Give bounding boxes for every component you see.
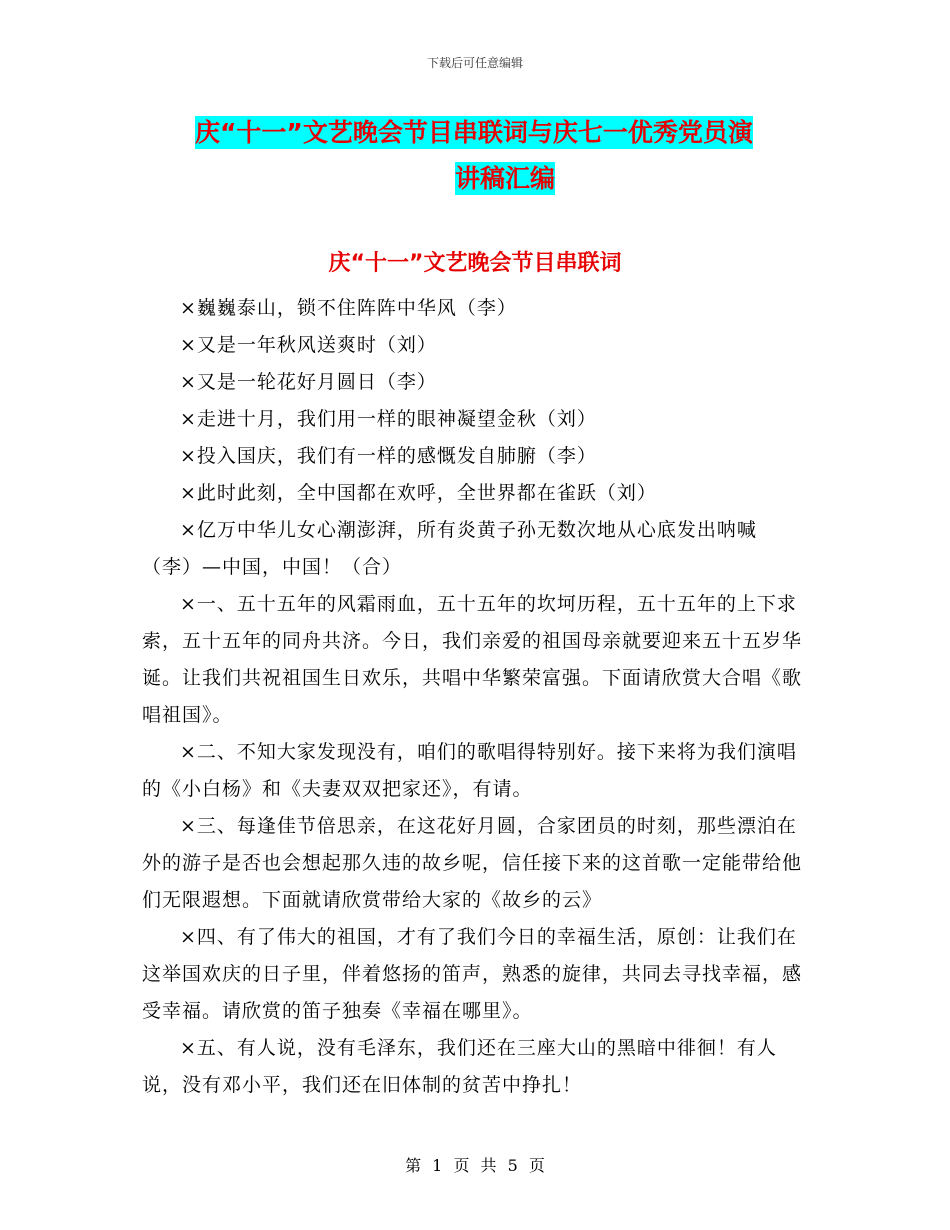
paragraph: ×此时此刻，全中国都在欢呼，全世界都在雀跃（刘） xyxy=(180,482,657,504)
document-title xyxy=(195,110,815,202)
body-text xyxy=(142,290,802,1104)
page-header: 下载后可任意编辑 xyxy=(426,56,523,70)
paragraph: ×四、有了伟大的祖国，才有了我们今日的幸福生活，原创：让我们在这举国欢庆的日子里，伴着悠扬的笛声，熟悉的旋律，共同去寻找幸福，感受幸福。请欣赏的笛子独奏《幸福在哪里》。 xyxy=(142,926,803,1022)
paragraph: ×走进十月，我们用一样的眼神凝望金秋（刘） xyxy=(180,408,597,430)
paragraph: ×三、每逢佳节倍思亲，在这花好月圆，合家团员的时刻，那些漂泊在外的游子是否也会想起那久违的故乡呢，信任接下来的这首歌一定能带给他们无限遐想。下面就请欣赏带给大家的《故乡的云》 xyxy=(142,815,803,911)
section-title: 庆“十一”文艺晚会节目串联词 xyxy=(328,251,622,276)
paragraph: ×又是一年秋风送爽时（刘） xyxy=(180,334,437,356)
paragraph: ×二、不知大家发现没有，咱们的歌唱得特别好。接下来将为我们演唱的《小白杨》和《夫妻双双把家还》，有请。 xyxy=(142,741,797,800)
paragraph: ×五、有人说，没有毛泽东，我们还在三座大山的黑暗中徘徊！有人说，没有邓小平，我们还在旧体制的贫苦中挣扎！ xyxy=(142,1037,777,1096)
paragraph: ×亿万中华儿女心潮澎湃，所有炎黄子孙无数次地从心底发出呐喊（李）—中国，中国！（合） xyxy=(142,519,757,578)
paragraph: ×又是一轮花好月圆日（李） xyxy=(180,371,437,393)
paragraph: ×巍巍泰山，锁不住阵阵中华风（李） xyxy=(180,297,517,319)
page-number: 第 1 页 共 5 页 xyxy=(405,1156,545,1175)
document-title-line-1: 庆“十一”文艺晚会节目串联词与庆七一优秀党员演 xyxy=(195,118,753,147)
paragraph: ×投入国庆，我们有一样的感慨发自肺腑（李） xyxy=(180,445,597,467)
document-title-line-2: 讲稿汇编 xyxy=(454,164,555,193)
paragraph: ×一、五十五年的风霜雨血，五十五年的坎坷历程，五十五年的上下求索，五十五年的同舟共济。今日，我们亲爱的祖国母亲就要迎来五十五岁华诞。让我们共祝祖国生日欢乐，共唱中华繁荣富强。下面请欣赏大合唱《歌唱祖国》。 xyxy=(142,593,803,726)
